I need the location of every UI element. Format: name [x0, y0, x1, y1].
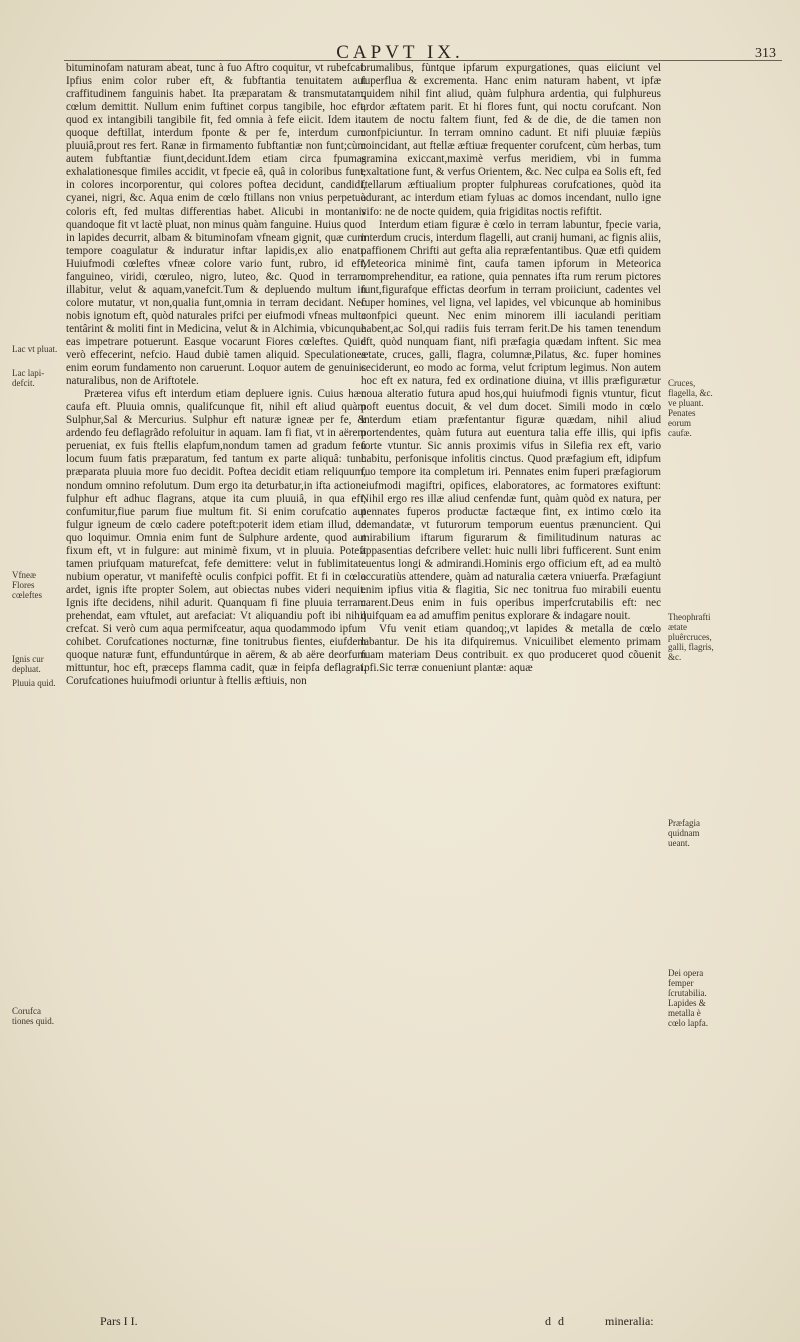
left-paragraph: bituminofam naturam abeat, tunc à fuo Aftro coquitur, vt rubefcat. Ipfius enim color ruber eft, & fubftantia tenuitatem aut craffitudinem fanguinis habet. Ita præparatam & transmutatam, cœlum demittit. Nullum enim fuftinet corpus tangibile, hoc eft, quod ex intangibili tangibile fit, fed omnia à fefe eiicit. Idem ita quoque deftillat, interdum fponte & per fe, interdum cum pluuiâ,prout res fert. Ranæ in firmamento fubftantiæ non funt;cùm autem fubftantiæ fiunt,decidunt.Idem etiam circa fpumas exhalationesque fimiles accidit, vt fpecie eâ, quâ in coloribus funt, in colores incorporentur, qui colores poftea decidunt, candidi, cyanei, nigri, &c. Aqua enim de cœlo ftillans non vnius perpetuò coloris eft, fed multas differentias habet. Alicubi in montanis quandoque fit vt lactè pluat, non minus quàm fanguine. Huius quod in lapides decurrit, albam & bituminofam vfneam gignit, quæ cum tempore coagulatur & induratur inftar lapidis,ex alio enatı. Huiufmodi cœleftes vfneæ colore vario funt, rubro, id eft, fanguineo, viridi, cœruleo, nigro, luteo, &c. Quod in terram illabitur, velut & aquam,vanefcit.Tum & depluendo multum in colore mutatur, vt non,qualia funt,omnia in terram decidant. Nec nobis ignotum eft, quòd naturales prifci per eiufmodi vfneas multa tentârint & moliti fint in Medicina, velut & in Alchimia, vbicunque eas impetrare potuerunt. Easque vocarunt Fiores cœleftes. Quid verò effecerint, nefcio. Haud dubiè tamen aliquid. Speculationes enim eorum fundamento non caruerunt. Loquor autem de genuinis naturalibus, non de Ariftotele.	[66, 62, 366, 388]
margin-note-pluuia: Pluuia quid.	[12, 678, 56, 688]
margin-note-ignis: Ignis cur depluat.	[12, 654, 44, 674]
margin-note-praesagia: Præfagia quidnam ueant.	[668, 818, 700, 848]
header-rule	[64, 60, 782, 61]
margin-note-cruces: Cruces, flagella, &c. ve pluant. Penates eorum caufæ.	[668, 378, 713, 438]
left-paragraph: Præterea vifus eft interdum etiam depluere ignis. Cuius hæc caufa eft. Pluuia omnis, qualifcunque fit, nihil eft aliud quàm Sulphur,Sal & Mercurius. Sulphur eft naturæ igneæ per fe, & ardendo feu deflagrãdo refoluitur in aquam. Iam fi fiat, vt in aërem perueniat, ex fuis ftellis elapfum,nondum tamen ad gradum feu locum fuum fatis præparatum, fed tantum ex parte aliquâ: tunc præparata pluuia more fuo decidit. Poftea decidit etiam reliquum, nondum omnino refolutum. Dum ergo ita deturbatur,in ifta actione fulphur eft adhuc flagrans, atque ita cum pluuiâ, in qua eft, confumitur,fiue parum fiue multum fit. Si enim corufcatio aut fulgur igneum de cœlo cadere poteft:poterit idem etiam illud, de quo loquimur. Omnia enim funt de Sulphure ardente, quod aut fixum eft, vt in fulgure: aut minimè fixum, vt in pluuia. Poteft tamen priufquam maturefcat, fefe demittere: velut in fublimitate nubium operatur, vt manifeftè oculis confpici poffit. Et fi in cœlo ardet, ignis ifte propter Solem, aut obiectas nubes videri nequit. Ignis ifte decidens, nihil adurit. Quanquam fi fine pluuia terram prehendat, eam vftulet, aut arefaciat: Vt aliquandiu poft ibi nihil crefcat. Si verò cum aqua permifceatur, aqua quodammodo ipfum cohibet. Corufcationes nocturnæ, fine tonitrubus fientes, eiufdem quoque naturæ funt, effunduntúrque in aërem, & ab aëre deorfum mittuntur, hoc eft, præceps flamma cadit, quæ in feipfa deflagrat. Corufcationes huiufmodi oriuntur à ftellis æftiuis, non	[66, 388, 366, 688]
catchword: mineralia:	[605, 1314, 654, 1328]
margin-note-theophrasti: Theophrafti ætate pluêrcruces, galli, flagris, &c.	[668, 612, 714, 662]
left-column	[66, 62, 366, 688]
margin-note-lac-pluat: Lac vt pluat.	[12, 344, 58, 354]
right-paragraph: Interdum etiam figuræ è cœlo in terram labuntur, fpecie varia, interdum crucis, interdum flagelli, aut cranij humani, ac fignis aliis, paffionem Chrifti aut gefta alia repræfentantibus. Quæ etfi quidem Meteorica minimè fint, caufa tamen ipforum in Meteorica comprehenditur, ea ratione, quia pennates ifta rum rerum pictores funt,figurafque effictas deorfum in terram proiiciunt, cadentes vel fuper homines, vel ligna, vel lapides, vel vbicunque ab hominibus confpici queunt. Nec enim minorem illi iaculandi peritiam habent,ac Sol,qui radiis fuis terram ferit.De his tamen tenendum eft, quòd nunquam fiant, nifi præfagia quædam inftent. Sic mea ætate, cruces, galli, flagra, columnæ,Pilatus, &c. fuper homines ceciderunt, eo modo ac forma, velut fcriptum legimus. Non autem hoc eft ex natura, fed ex ordinatione diuina, vt illis præfigurætur noua alteratio futura apud hos,qui huiufmodi fignis vtuntur, ficut poft euentus docuit, & vel dum docet. Simili modo in cœlo interdum etiam præfentantur figuræ quædam, nihil aliud portendentes, quàm futura aut euentura talia effe illis, qui ipfis forte vtuntur. Sic annis proximis vifus in Silefia rex eft, vario habitu, perfonisque infolitis cinctus. Quod præfagium eft, idipfum fuo tempore ita completum iri. Pennates enim fuperi præfagiorum eiufmodi magiftri, opifices, elaboratores, ac formatores exiftunt: Nihil ergo res illæ aliud cenfendæ funt, quàm quòd ex natura, per pennates fuperos productæ factæque fint, ex intimo cœlo ita demandatæ, vt futurorum temporum euentus prænuncient. Qui mirabilium iftarum figurarum & fimilitudinum naturas ac appasentias defcribere vellet: huic nulli libri fufficerent. Sunt enim euentus longi & admirandi.Hominis ergo officium eft, ad ea multò accuratiùs attendere, quàm ad naturalia cætera vniuerfa. Præfagiunt enim ipfius vitia & flagitia, Sic nec tonitrua fuo mirabili euentu carent.Deus enim in fuis operibus imperfcrutabilis eft: nec quifquam ea ad amuffim penitus explorare & indagare nouit.	[361, 218, 661, 622]
running-head: CAPVT IX.	[336, 42, 464, 63]
signature-line: Pars I I.	[100, 1314, 138, 1328]
page-number: 313	[755, 46, 776, 61]
right-paragraph: Vfu venit etiam quandoq;,vt lapides & metalla de cœlo labantur. De his ita difquiremus. Vnicuilibet elemento primam fuam materiam Deus contribuit. ex quo produceret quod cõuenit ipfi.Sic terræ conueniunt plantæ: aquæ	[361, 623, 661, 675]
margin-note-vsneae: Vfneæ Flores cœleftes	[12, 570, 42, 600]
right-paragraph: brumalibus, fùntque ipfarum expurgationes, quas eiiciunt vel fuperflua & excrementa. Hanc enim naturam habent, vt ipfæ quidem nihil fint aliud, quàm fulphura ardentia, qui fulphureus ardor æftatem parit. Et hi flores funt, qui noctu corufcant. Non autem de noctu faltem fiunt, fed & de die, de die tamen non confpiciuntur. In terram omnino cadunt. Et nifi pluuiæ fæpiùs coincidant, aut ftellæ æftiuæ frequenter corufcent, cùm herbas, tum gramina exiccant,maximè verfus meridiem, vbi in fumma exaltatione funt, & verfus Orientem, &c. Nec culpa ea Solis eft, fed ftellarum æftiualium propter fulphureas corufcationes, quòd ita adurant, ac interdum etiam fyluas ac domos incendant, nullo igne vifo: ne de nocte quidem, quia frigiditas noctis refiftit.	[361, 62, 661, 218]
margin-note-coruscationes: Corufca tiones quid.	[12, 1006, 54, 1026]
margin-note-lac-lapidescit: Lac lapi-defcit.	[12, 368, 45, 388]
signature-mark: d d	[545, 1314, 566, 1328]
right-column	[361, 62, 661, 675]
margin-note-dei-opera: Dei opera femper ſcrutabilia. Lapides & metalla è cœlo lapfa.	[668, 968, 708, 1028]
page-footer	[0, 1314, 800, 1338]
